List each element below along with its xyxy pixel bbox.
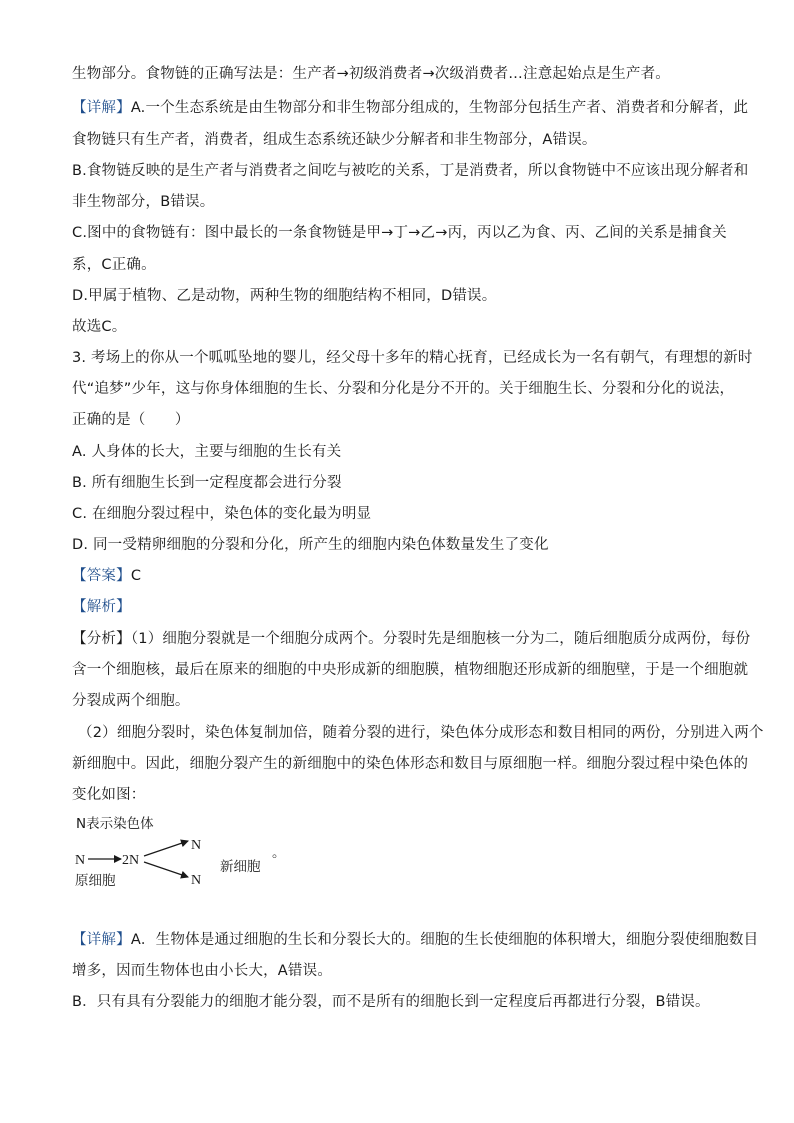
q3-option-c: C. 在细胞分裂过程中，染色体的变化最为明显 xyxy=(72,506,372,522)
q3-analysis-heading xyxy=(72,597,732,617)
q3-option-d: D. 同一受精卵细胞的分裂和分化，所产生的细胞内染色体数量发生了变化 xyxy=(72,537,549,553)
q3-fenxi xyxy=(72,629,751,649)
q3-fenxi-cont1: 含一个细胞核，最后在原来的细胞的中央形成新的细胞膜，植物细胞还形成新的细胞壁，于是一个细胞就 xyxy=(72,662,749,678)
q3-detail-a-text: A．生物体是通过细胞的生长和分裂长大的。细胞的生长使细胞的体积增大，细胞分裂使细胞数目 xyxy=(130,932,759,948)
q2-detail-c: C.图中的食物链有：图中最长的一条食物链是甲→丁→乙→丙，丙以乙为食、丙、乙间的关系是捕食关 xyxy=(72,225,727,241)
q2-detail-a-cont: 食物链只有生产者，消费者，组成生态系统还缺少分解者和非生物部分，A错误。 xyxy=(72,132,597,148)
chromosome-diagram xyxy=(74,813,314,895)
q3-answer xyxy=(72,566,732,586)
q3-detail-a-cont: 增多，因而生物体也由小长大，A错误。 xyxy=(72,963,333,979)
fenxi-tag: 【分析】 xyxy=(72,631,131,647)
diagram-start-n: N xyxy=(75,853,86,868)
q3-p2-cont2: 变化如图： xyxy=(72,787,146,803)
intro-text: 生物部分。食物链的正确写法是：生产者→初级消费者→次级消费者…注意起始点是生产者。 xyxy=(72,66,670,82)
q3-p2: （2）细胞分裂时，染色体复制加倍，随着分裂的进行，染色体分成形态和数目相同的两份，分别进入两个 xyxy=(78,725,764,741)
detail-tag-2: 【详解】 xyxy=(72,932,131,948)
diagram-original-label: 原细胞 xyxy=(75,873,116,889)
arrow-to-bottom-n xyxy=(144,862,188,877)
fenxi-text: （1）细胞分裂就是一个细胞分成两个。分裂时先是细胞核一分为二，随后细胞质分成两份，每份 xyxy=(130,631,751,647)
q2-detail-b-cont: 非生物部分，B错误。 xyxy=(72,194,215,210)
diagram-legend: N表示染色体 xyxy=(76,816,154,832)
q3-detail-a xyxy=(72,930,759,950)
q3-detail-b: B．只有具有分裂能力的细胞才能分裂，而不是所有的细胞长到一定程度后再都进行分裂，B错误。 xyxy=(72,994,710,1010)
arrow-to-top-n xyxy=(144,841,188,856)
q3-option-b: B. 所有细胞生长到一定程度都会进行分裂 xyxy=(72,475,342,491)
q3-option-a: A. 人身体的长大，主要与细胞的生长有关 xyxy=(72,444,342,460)
answer-tag: 【答案】 xyxy=(72,568,131,584)
analysis-tag: 【解析】 xyxy=(72,599,131,615)
detail-tag: 【详解】 xyxy=(72,100,131,116)
diagram-new-label: 新细胞 xyxy=(220,859,261,875)
answer-value: C xyxy=(130,568,142,584)
q3-fenxi-cont2: 分裂成两个细胞。 xyxy=(72,693,190,709)
q2-detail-c-cont: 系，C正确。 xyxy=(72,257,156,273)
q2-detail-a-text: A.一个生态系统是由生物部分和非生物部分组成的，生物部分包括生产者、消费者和分解者，此 xyxy=(130,100,749,116)
q3-p2-cont1: 新细胞中。因此，细胞分裂产生的新细胞中的染色体形态和数目与原细胞一样。细胞分裂过程中染色体的 xyxy=(72,756,749,772)
q3-stem-end: 正确的是（ ） xyxy=(72,412,190,428)
diagram-top-n: N xyxy=(191,838,202,853)
q2-conclusion: 故选C。 xyxy=(72,319,127,335)
q2-detail-d: D.甲属于植物、乙是动物，两种生物的细胞结构不相同，D错误。 xyxy=(72,288,497,304)
q2-detail-b: B.食物链反映的是生产者与消费者之间吃与被吃的关系，丁是消费者，所以食物链中不应该出现分解者和 xyxy=(72,163,749,179)
q3-stem-cont: 代“追梦”少年，这与你身体细胞的生长、分裂和分化是分不开的。关于细胞生长、分裂和分化的说法， xyxy=(72,381,735,397)
diagram-bottom-n: N xyxy=(191,873,202,888)
q3-stem: 3. 考场上的你从一个呱呱坠地的婴儿，经父母十多年的精心抚育，已经成长为一名有朝气，有理想的新时 xyxy=(72,350,753,366)
diagram-2n: 2N xyxy=(122,853,140,868)
q2-detail-a xyxy=(72,98,749,118)
diagram-end-mark: 。 xyxy=(272,845,286,861)
